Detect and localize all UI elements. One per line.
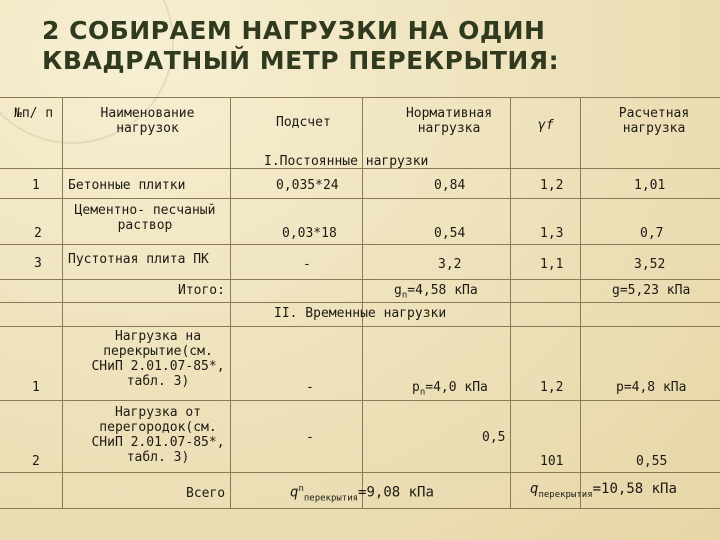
temp2-calc: - xyxy=(306,430,314,445)
row-border xyxy=(0,472,720,473)
temp1-num: 1 xyxy=(32,380,40,395)
row-border xyxy=(0,400,720,401)
temp1-name: Нагрузка на перекрытие(см. СНиП 2.01.07-85*, табл. 3) xyxy=(91,329,225,389)
row-border xyxy=(0,326,720,327)
temp1-calc: - xyxy=(306,380,314,395)
row2-calc: 0,03*18 xyxy=(282,226,337,241)
row-border xyxy=(0,198,720,199)
subtotal-normative: $g_n=4,58$ кПа xyxy=(394,283,478,301)
row3-name: Пустотная плита ПК xyxy=(68,252,209,267)
header-num: №п/ п xyxy=(14,106,54,121)
col-border xyxy=(580,97,581,508)
row1-gamma: 1,2 xyxy=(540,178,564,193)
col-border xyxy=(62,97,63,508)
header-calc: Подсчет xyxy=(276,115,331,130)
temp1-design: p=4,8 кПа xyxy=(616,380,687,395)
subtotal-design: g=5,23 кПа xyxy=(612,283,691,298)
total-design: $q_{перекрытия}=10,58$ кПа xyxy=(530,481,677,500)
row1-num: 1 xyxy=(32,178,40,193)
header-design: Расчетная нагрузка xyxy=(618,106,690,136)
header-norm: Нормативная нагрузка xyxy=(405,106,493,136)
table-bottom-border xyxy=(0,508,720,509)
row1-norm: 0,84 xyxy=(434,178,466,193)
temp1-gamma: 1,2 xyxy=(540,380,564,395)
temp1-normative: $p_n=4,0$ кПа xyxy=(412,380,488,398)
temp2-design: 0,55 xyxy=(636,454,668,469)
row1-calc: 0,035*24 xyxy=(276,178,339,193)
section-temporary-title: II. Временные нагрузки xyxy=(274,306,447,321)
row3-gamma: 1,1 xyxy=(540,257,564,272)
row3-num: 3 xyxy=(34,256,42,271)
row2-name: Цементно- песчаный раствор xyxy=(74,203,216,233)
row2-design: 0,7 xyxy=(640,226,664,241)
subtotal-label: Итого: xyxy=(178,283,225,298)
table-top-border xyxy=(0,97,720,98)
header-gamma: γf xyxy=(538,118,554,133)
temp2-gamma: 101 xyxy=(540,454,564,469)
row-border xyxy=(0,302,720,303)
row1-name: Бетонные плитки xyxy=(68,178,186,193)
row2-norm: 0,54 xyxy=(434,226,466,241)
row1-design: 1,01 xyxy=(634,178,666,193)
header-name: Наименование нагрузок xyxy=(100,106,195,136)
total-label: Всего xyxy=(186,486,226,501)
temp2-num: 2 xyxy=(32,454,40,469)
row2-gamma: 1,3 xyxy=(540,226,564,241)
row3-design: 3,52 xyxy=(634,257,666,272)
row3-calc: - xyxy=(303,257,311,272)
page-title: 2 СОБИРАЕМ НАГРУЗКИ НА ОДИН КВАДРАТНЫЙ МЕТР ПЕРЕКРЫТИЯ: xyxy=(42,16,560,75)
total-normative: $q^n_{перекрытия}=9,08$ кПа xyxy=(290,484,434,504)
col-border xyxy=(230,97,231,508)
row3-norm: 3,2 xyxy=(438,257,462,272)
row-border xyxy=(0,279,720,280)
row2-num: 2 xyxy=(34,226,42,241)
col-border xyxy=(510,97,511,508)
section-permanent-title: I.Постоянные нагрузки xyxy=(264,154,429,169)
temp2-name: Нагрузка от перегородок(см. СНиП 2.01.07-85*, табл. 3) xyxy=(91,405,225,465)
row-border xyxy=(0,244,720,245)
temp2-norm: 0,5 xyxy=(482,430,506,445)
